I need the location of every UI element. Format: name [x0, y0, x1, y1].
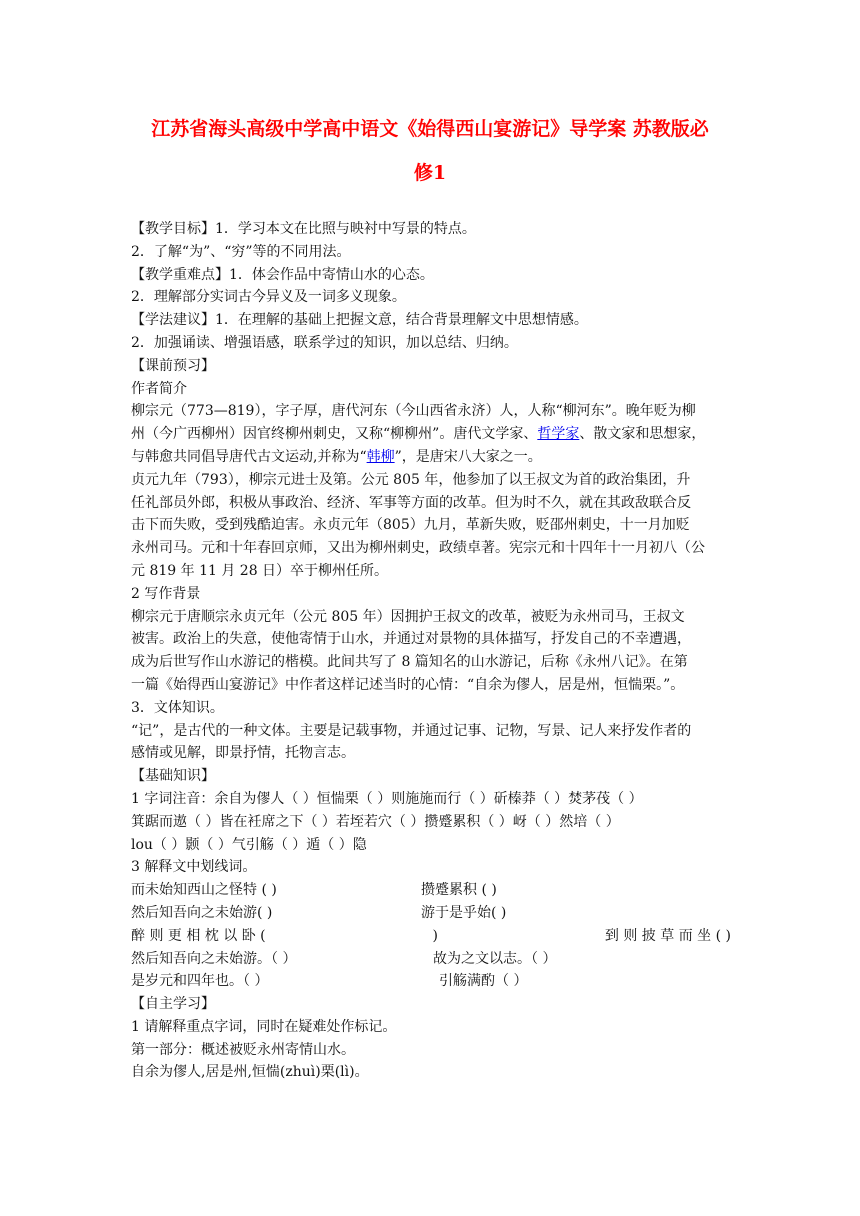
self-study-line-2: 第一部分：概述被贬永州寄情山水。: [131, 1041, 355, 1058]
genre-line-1: “记”，是古代的一种文体。主要是记载事物，并通过记事、记物，写景、记人来抒发作者的: [131, 722, 692, 739]
pronunciation-line-2: 箕踞而遨（ ）皆在衽席之下（ ）若垤若穴（ ）攒蹙累积（ ）岈（ ）然培（ ）: [131, 813, 620, 830]
document-title-line-1: 江苏省海头高级中学高中语文《始得西山宴游记》导学案 苏教版必: [151, 118, 709, 140]
explain-row-5-left: 是岁元和四年也。（ ）: [131, 973, 269, 990]
document-body: [131, 218, 731, 1084]
background-line-1: 柳宗元于唐顺宗永贞元年（公元 805 年）因拥护王叔文的改革，被贬为永州司马，王叔文: [131, 608, 685, 625]
life-line-3: 击下而失败，受到残酷迫害。永贞元年（805）九月，革新失败，贬邵州刺史，十一月加贬: [131, 517, 690, 534]
study-advice-1: 【学法建议】1．在理解的基础上把握文意，结合背景理解文中思想情感。: [131, 312, 588, 329]
study-advice-2: 2．加强诵读、增强语感，联系学过的知识，加以总结、归纳。: [131, 334, 518, 351]
life-line-5: 元 819 年 11 月 28 日）卒于柳州任所。: [131, 562, 389, 579]
explain-row-3-left: 醉 则 更 相 枕 以 卧 (: [131, 927, 266, 944]
explain-row-1-left: 而未始知西山之怪特 ( ): [131, 882, 277, 899]
author-heading: 作者简介: [131, 380, 187, 397]
author-line-2-text-a: 州（今广西柳州）因官终柳州刺史，又称“柳柳州”。唐代文学家、: [131, 426, 538, 443]
explain-row-2-left: 然后知吾向之未始游( ): [131, 904, 273, 921]
pronunciation-line-3: lou（ ）颢（ ）气引觞（ ）遁（ ）隐: [131, 836, 367, 853]
background-heading: 2 写作背景: [131, 585, 201, 602]
author-line-2-text-b: 、散文家和思想家，: [579, 426, 706, 443]
basics-heading: 【基础知识】: [131, 768, 215, 785]
key-point-2: 2．理解部分实词古今异义及一词多义现象。: [131, 289, 406, 306]
teaching-goal-2: 2．了解“为”、“穷”等的不同用法。: [131, 243, 351, 260]
explain-row-2-right: 游于是乎始( ): [421, 904, 507, 921]
explain-row-2: [131, 902, 731, 925]
background-line-2: 被害。政治上的失意，使他寄情于山水，并通过对景物的具体描写，抒发自己的不幸遭遇，: [131, 631, 691, 648]
genre-line-2: 感情或见解，即景抒情，托物言志。: [131, 745, 355, 762]
life-line-4: 永州司马。元和十年春回京师，又出为柳州刺史，政绩卓著。宪宗元和十四年十一月初八（公: [131, 540, 705, 557]
background-line-4: 一篇《始得西山宴游记》中作者这样记述当时的心情：“自余为僇人，居是州，恒惴栗。”。: [131, 676, 685, 693]
explain-row-4-left: 然后知吾向之未始游。（ ）: [131, 950, 297, 967]
author-line-2: [131, 423, 731, 446]
teaching-goal-1: 【教学目标】1．学习本文在比照与映衬中写景的特点。: [131, 221, 476, 237]
explain-row-3-right: 到 则 披 草 而 坐 ( ): [604, 927, 731, 944]
explain-row-1: [131, 879, 731, 902]
key-point-1: 【教学重难点】1．体会作品中寄情山水的心态。: [131, 266, 434, 283]
author-line-1: 柳宗元（773—819），字子厚，唐代河东（今山西省永济）人，人称“柳河东”。晚年贬为柳: [131, 403, 696, 420]
explain-row-1-right: 攒蹙累积 ( ): [421, 882, 497, 899]
self-study-heading: 【自主学习】: [131, 996, 215, 1013]
explain-heading: 3 解释文中划线词。: [131, 859, 257, 876]
philosopher-link[interactable]: 哲学家: [537, 426, 580, 443]
document-title-line-2: 修1: [413, 162, 447, 184]
self-study-line-1: 1 请解释重点字词，同时在疑难处作标记。: [131, 1018, 397, 1035]
background-line-3: 成为后世写作山水游记的楷模。此间共写了 8 篇知名的山水游记，后称《永州八记》。在第: [131, 654, 688, 671]
explain-row-4: [131, 948, 731, 971]
explain-row-4-right: 故为之文以志。（ ）: [433, 950, 557, 967]
explain-row-3: [131, 925, 731, 948]
author-line-3: [131, 446, 731, 469]
preview-heading: 【课前预习】: [131, 357, 215, 374]
author-line-3-text-b: ”，是唐宋八大家之一。: [394, 448, 542, 465]
life-line-2: 任礼部员外郎，积极从事政治、经济、军事等方面的改革。但为时不久，就在其政敌联合反: [131, 494, 691, 511]
explain-row-5: [131, 970, 731, 993]
explain-row-5-right: 引觞满酌（ ）: [439, 973, 528, 990]
author-line-3-text-a: 与韩愈共同倡导唐代古文运动,并称为“: [131, 448, 367, 465]
self-study-line-3: 自余为僇人,居是州,恒惴(zhuì)栗(lì)。: [131, 1064, 369, 1081]
han-liu-link[interactable]: 韩柳: [366, 448, 395, 465]
pronunciation-line-1: 1 字词注音：余自为僇人（ ）恒惴栗（ ）则施施而行（ ）斫榛莽（ ）焚茅茷（ ）: [131, 790, 643, 807]
explain-row-3-mid: ): [432, 927, 438, 944]
genre-heading: 3．文体知识。: [131, 699, 224, 716]
life-line-1: 贞元九年（793），柳宗元进士及第。公元 805 年，他参加了以王叔文为首的政治集团，升: [131, 471, 691, 488]
